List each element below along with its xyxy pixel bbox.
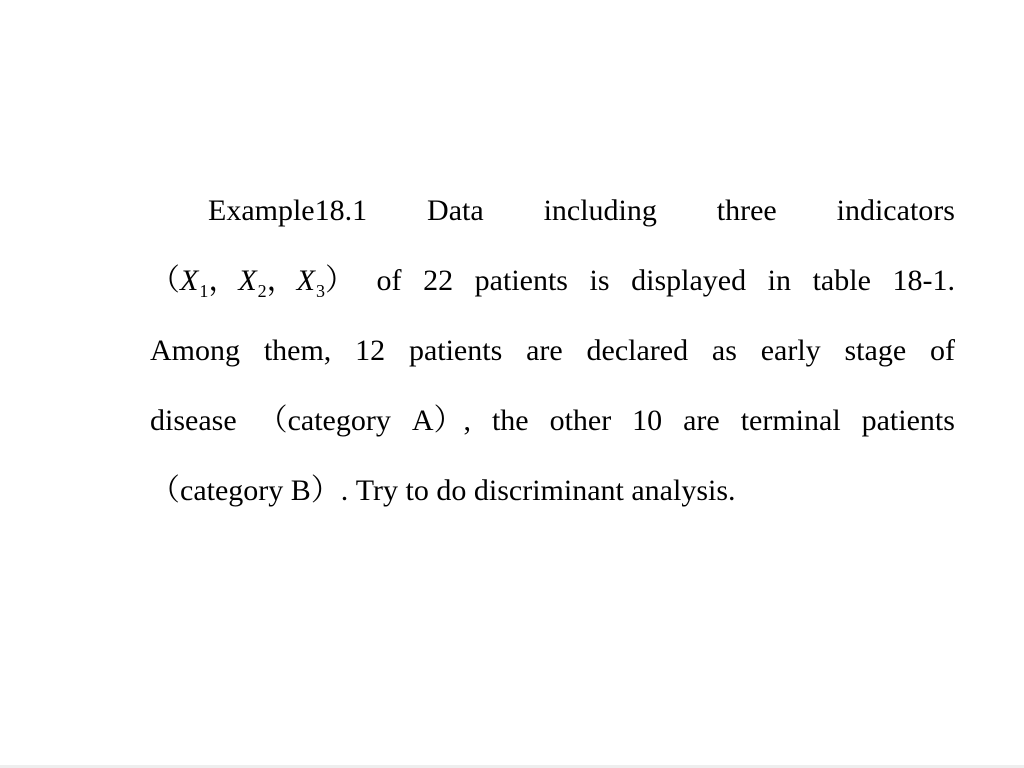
example-heading: Example18.1 (208, 194, 368, 227)
word: are (683, 404, 720, 437)
word: three (716, 194, 777, 227)
word: patients (408, 334, 503, 367)
indicator-list (150, 246, 355, 319)
word: as (711, 334, 737, 367)
word: 10 (632, 404, 663, 437)
word: declared (586, 334, 689, 367)
open-paren: （ (150, 264, 180, 297)
word: the (491, 404, 529, 437)
word: Among (150, 334, 240, 367)
word: patients (474, 264, 568, 297)
paragraph-line-1 (150, 176, 955, 246)
paragraph-line-2 (150, 246, 955, 316)
variable-subscript: 3 (315, 281, 325, 301)
word: disease (150, 404, 237, 437)
word: table (812, 264, 871, 297)
variable-letter: X (238, 264, 257, 297)
word: 22 (423, 264, 454, 297)
word: other (549, 404, 612, 437)
word: including (543, 194, 657, 227)
paragraph-final-line: （category B）. Try to do discriminant analysis. (150, 474, 736, 507)
variable-letter: X (296, 264, 315, 297)
word: is (589, 264, 610, 297)
word: Data (427, 194, 484, 227)
word: are (526, 334, 563, 367)
separator: ， (208, 264, 239, 297)
variable-subscript: 1 (199, 281, 209, 301)
word: early (760, 334, 821, 367)
variable-x1 (180, 264, 209, 301)
variable-x2 (238, 264, 267, 301)
word: of (376, 264, 402, 297)
separator: ， (266, 264, 297, 297)
word: of (929, 334, 955, 367)
word: （category (257, 404, 391, 437)
variable-letter: X (180, 264, 199, 297)
paragraph-line-5 (150, 456, 955, 526)
word: patients (861, 404, 955, 437)
word: A）, (411, 404, 471, 437)
variable-subscript: 2 (257, 281, 267, 301)
word: stage (844, 334, 907, 367)
word: 18-1. (892, 264, 955, 297)
word: 12 (355, 334, 386, 367)
word: them, (263, 334, 332, 367)
example-paragraph (150, 176, 955, 526)
variable-x3 (296, 264, 325, 301)
paragraph-line-3 (150, 316, 955, 386)
paragraph-line-4 (150, 386, 955, 456)
word: terminal (740, 404, 841, 437)
word: in (767, 264, 792, 297)
word: displayed (631, 264, 747, 297)
word: indicators (836, 194, 955, 227)
close-paren: ） (324, 264, 355, 297)
